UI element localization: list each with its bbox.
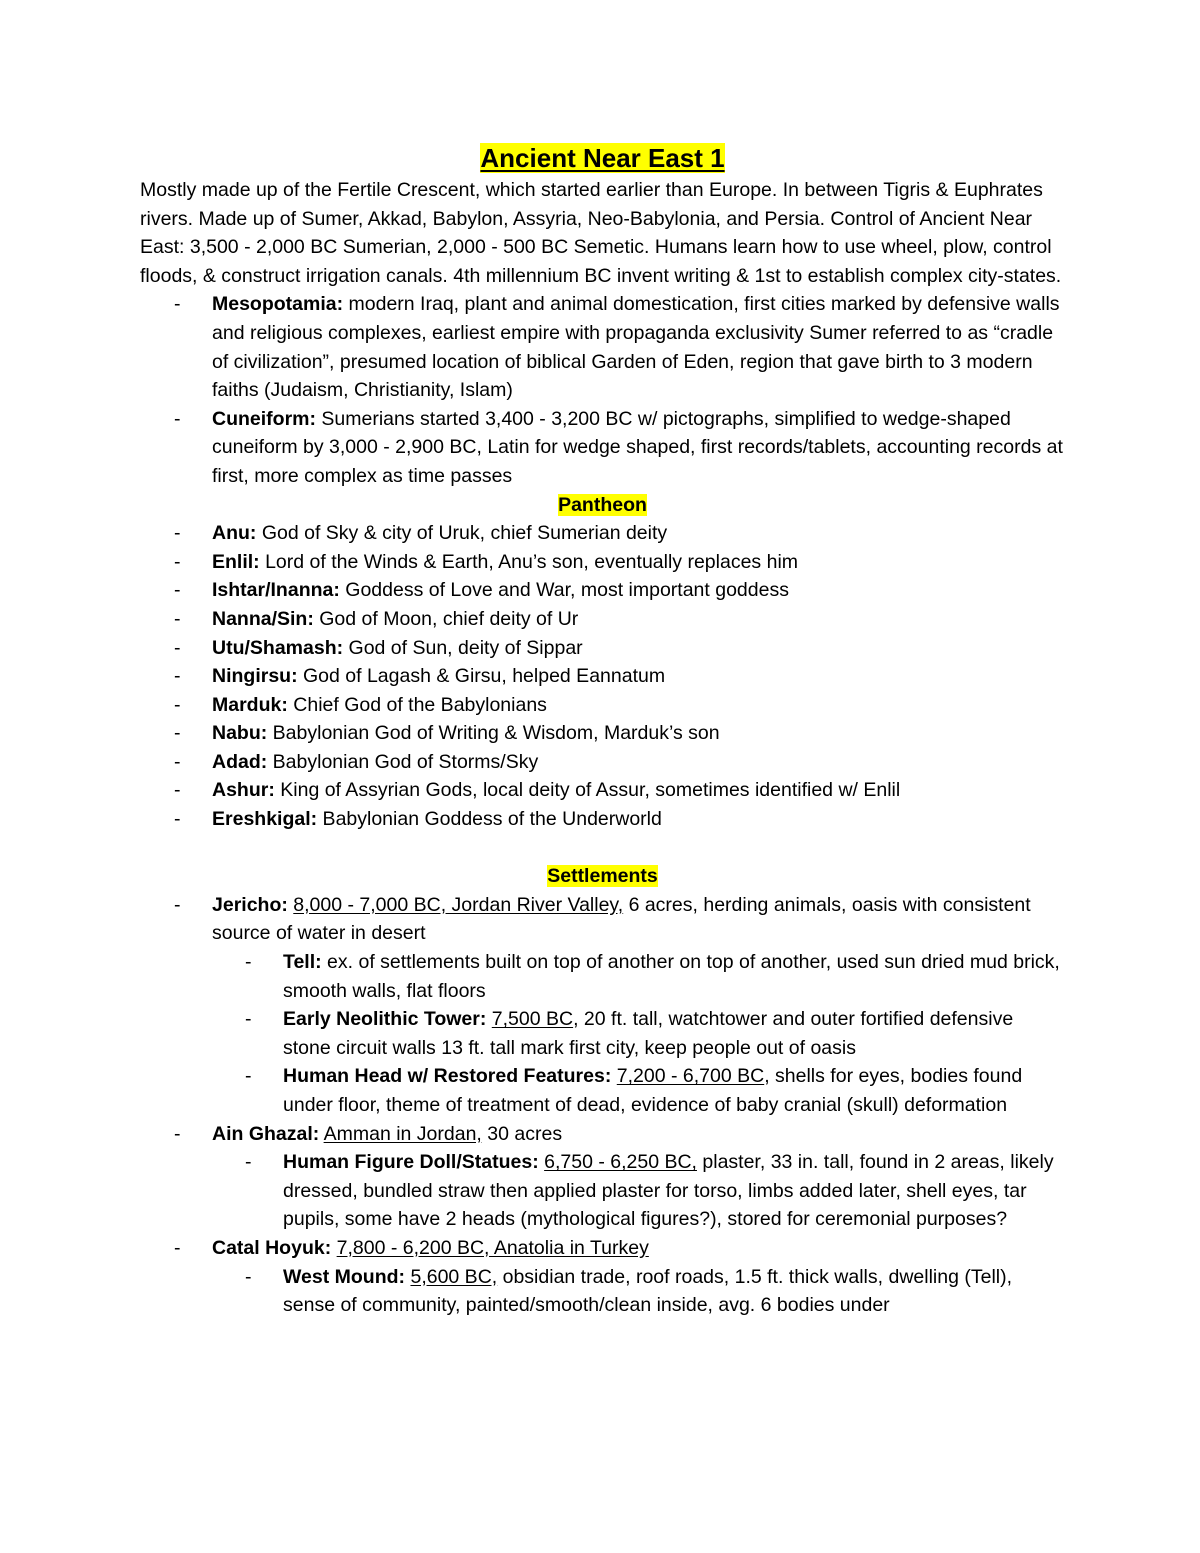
- list-item-mesopotamia: [140, 290, 1065, 404]
- term-date-location: 7,800 - 6,200 BC, Anatolia in Turkey: [336, 1236, 649, 1259]
- document-body: [140, 139, 1065, 1320]
- bullet-dash: -: [174, 750, 181, 773]
- bullet-dash: -: [174, 407, 181, 430]
- list-item-ningirsu: [140, 662, 1065, 691]
- term-label: Jericho:: [212, 893, 288, 916]
- list-item-ashur: [140, 776, 1065, 805]
- term-label: Catal Hoyuk:: [212, 1236, 332, 1259]
- term-label: Nanna/Sin:: [212, 607, 314, 630]
- blank-line: [140, 834, 1065, 863]
- term-label: Mesopotamia:: [212, 293, 344, 316]
- term-description: 6 acres, herding animals, oasis with consistent source of water in desert: [212, 893, 1031, 945]
- term-label: Enlil:: [212, 550, 260, 573]
- bullet-dash: -: [174, 579, 181, 602]
- bullet-dash: -: [174, 293, 181, 316]
- bullet-dash: -: [174, 522, 181, 545]
- list-item-anu: [140, 519, 1065, 548]
- term-description: obsidian trade, roof roads, 1.5 ft. thick walls, dwelling (Tell), sense of community, painted/smooth/clean inside, avg. 6 bodies under: [283, 1265, 1013, 1317]
- term-date: 6,750 - 6,250 BC,: [544, 1151, 697, 1174]
- term-date-location: 8,000 - 7,000 BC, Jordan River Valley,: [293, 893, 624, 916]
- term-description: 30 acres: [481, 1122, 563, 1145]
- bullet-dash: -: [245, 1065, 252, 1088]
- list-item-early-neolithic-tower: [140, 1005, 1065, 1062]
- list-item-jericho: [140, 891, 1065, 948]
- bullet-dash: -: [174, 607, 181, 630]
- term-label: Human Figure Doll/Statues:: [283, 1151, 539, 1174]
- bullet-dash: -: [174, 1122, 181, 1145]
- term-description: Goddess of Love and War, most important goddess: [339, 579, 789, 602]
- pantheon-heading: [140, 491, 1065, 520]
- term-description: plaster, 33 in. tall, found in 2 areas, likely dressed, bundled straw then applied plaster for torso, limbs added later, shell eyes, tar pupils, some have 2 heads (mythological figures?), stored for ceremonial purposes?: [283, 1151, 1054, 1231]
- term-description: , 20 ft. tall, watchtower and outer fortified defensive stone circuit walls 13 ft. tall mark first city, keep people out of oasis: [283, 1008, 1014, 1059]
- bullet-dash: -: [245, 1151, 252, 1174]
- term-label: Early Neolithic Tower:: [283, 1008, 487, 1031]
- term-description: modern Iraq, plant and animal domestication, first cities marked by defensive walls and religious complexes, earliest empire with propaganda exclusivity Sumer referred to as “cradle of civilization”, presumed location of biblical Garden of Eden, region that gave birth to 3 modern faiths (Judaism, Christianity, Islam): [212, 293, 1060, 402]
- list-item-ereshkigal: [140, 805, 1065, 834]
- term-label: Tell:: [283, 951, 322, 974]
- bullet-dash: -: [245, 1008, 252, 1031]
- bullet-dash: -: [174, 893, 181, 916]
- document-title: [140, 139, 1065, 176]
- list-item-nabu: [140, 719, 1065, 748]
- term-description: God of Sky & city of Uruk, chief Sumerian deity: [256, 522, 668, 545]
- list-item-adad: [140, 748, 1065, 777]
- term-description: ex. of settlements built on top of another on top of another, used sun dried mud brick, smooth walls, flat floors: [283, 951, 1060, 1002]
- bullet-dash: -: [174, 665, 181, 688]
- term-description: God of Moon, chief deity of Ur: [313, 607, 579, 630]
- bullet-dash: -: [174, 779, 181, 802]
- term-location: Amman in Jordan,: [323, 1122, 482, 1145]
- term-label: Ain Ghazal:: [212, 1122, 320, 1145]
- term-label: Anu:: [212, 522, 257, 545]
- term-description: Babylonian Goddess of the Underworld: [317, 808, 662, 831]
- bullet-dash: -: [174, 722, 181, 745]
- term-description: King of Assyrian Gods, local deity of Assur, sometimes identified w/ Enlil: [274, 779, 901, 802]
- list-item-west-mound: [140, 1263, 1065, 1320]
- term-label: Adad:: [212, 750, 268, 773]
- term-description: Babylonian God of Writing & Wisdom, Marduk’s son: [267, 722, 720, 745]
- term-label: Nabu:: [212, 722, 268, 745]
- term-date: 7,200 - 6,700 BC: [616, 1065, 765, 1088]
- term-label: Cuneiform:: [212, 407, 316, 430]
- term-description: God of Sun, deity of Sippar: [343, 636, 583, 659]
- term-description: , shells for eyes, bodies found under floor, theme of treatment of dead, evidence of baby cranial (skull) deformation: [283, 1065, 1023, 1116]
- settlements-heading: [140, 862, 1065, 891]
- list-item-ain-ghazal: [140, 1120, 1065, 1149]
- bullet-dash: -: [174, 550, 181, 573]
- list-item-human-figure-statues: [140, 1148, 1065, 1234]
- document-title-text: Ancient Near East 1: [480, 143, 725, 173]
- term-description: Babylonian God of Storms/Sky: [267, 750, 539, 773]
- list-item-catal-hoyuk: [140, 1234, 1065, 1263]
- list-item-tell: [140, 948, 1065, 1005]
- list-item-enlil: [140, 548, 1065, 577]
- term-description: God of Lagash & Girsu, helped Eannatum: [297, 665, 666, 688]
- pantheon-heading-text: Pantheon: [558, 493, 647, 516]
- bullet-dash: -: [245, 1265, 252, 1288]
- settlements-heading-text: Settlements: [547, 865, 658, 888]
- list-item-nanna: [140, 605, 1065, 634]
- term-description: Sumerians started 3,400 - 3,200 BC w/ pictographs, simplified to wedge-shaped cuneiform by 3,000 - 2,900 BC, Latin for wedge shaped, first records/tablets, accounting records at first, more complex as time passes: [212, 407, 1063, 487]
- term-label: Human Head w/ Restored Features:: [283, 1065, 612, 1088]
- intro-paragraph: Mostly made up of the Fertile Crescent, which started earlier than Europe. In between Tigris & Euphrates rivers. Made up of Sumer, Akkad, Babylon, Assyria, Neo-Babylonia, and Persia. Control of Ancient Near East: 3,500 - 2,000 BC Sumerian, 2,000 - 500 BC Semetic. Humans learn how to use wheel, plow, control floods, & construct irrigation canals. 4th millennium BC invent writing & 1st to establish complex city-states.: [140, 179, 1062, 287]
- bullet-dash: -: [174, 1236, 181, 1259]
- term-label: Utu/Shamash:: [212, 636, 344, 659]
- bullet-dash: -: [174, 636, 181, 659]
- term-label: West Mound:: [283, 1265, 406, 1288]
- list-item-ishtar: [140, 576, 1065, 605]
- term-label: Ashur:: [212, 779, 275, 802]
- bullet-dash: -: [245, 951, 252, 974]
- list-item-marduk: [140, 691, 1065, 720]
- term-description: Chief God of the Babylonians: [287, 693, 547, 716]
- term-label: Marduk:: [212, 693, 288, 716]
- term-label: Ishtar/Inanna:: [212, 579, 340, 602]
- list-item-utu: [140, 634, 1065, 663]
- bullet-dash: -: [174, 808, 181, 831]
- list-item-cuneiform: [140, 405, 1065, 491]
- term-date: 5,600 BC,: [410, 1265, 498, 1288]
- bullet-dash: -: [174, 693, 181, 716]
- term-description: Lord of the Winds & Earth, Anu’s son, eventually replaces him: [259, 550, 799, 573]
- term-date: 7,500 BC: [491, 1008, 574, 1031]
- list-item-human-head: [140, 1062, 1065, 1119]
- term-label: Ereshkigal:: [212, 808, 318, 831]
- term-label: Ningirsu:: [212, 665, 298, 688]
